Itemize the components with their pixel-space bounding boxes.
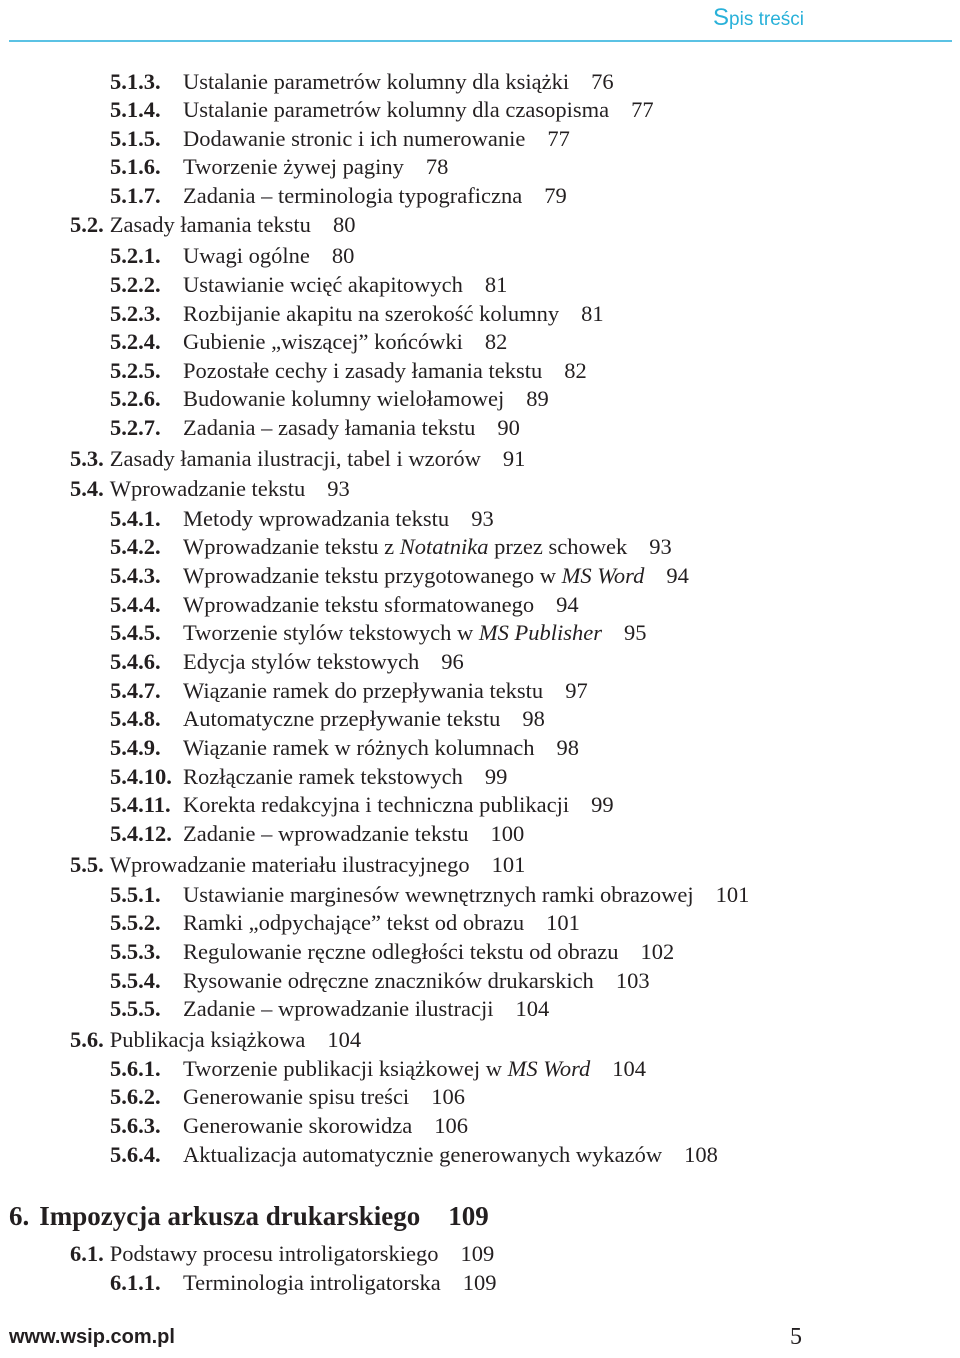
header-initial: S — [713, 4, 730, 31]
toc-entry-title: Publikacja książkowa — [109, 1027, 306, 1052]
toc-entry-title: Zasady łamania ilustracji, tabel i wzorów — [109, 446, 481, 471]
toc-entry-number: 5.4.3. — [110, 563, 161, 588]
toc-entry-title — [183, 620, 602, 645]
toc-entry-title: Wiązanie ramek w różnych kolumnach — [183, 735, 535, 760]
toc-entry[interactable] — [110, 152, 448, 182]
toc-entry-title: Wprowadzanie tekstu sformatowanego — [183, 592, 535, 617]
toc-entry-number: 5.4.9. — [110, 735, 161, 760]
toc-entry[interactable] — [110, 504, 494, 534]
toc-entry-page: 78 — [425, 154, 449, 179]
toc-entry-page: 99 — [484, 764, 508, 789]
toc-entry[interactable] — [110, 270, 507, 300]
toc-entry-page: 101 — [546, 910, 580, 935]
toc-entry[interactable] — [110, 561, 689, 591]
toc-entry-title: Korekta redakcyjna i techniczna publikacji — [183, 792, 570, 817]
toc-entry-number: 5.2. — [70, 212, 104, 237]
toc-entry-number: 5.1.7. — [110, 183, 161, 208]
toc-entry-number: 5.5.2. — [110, 910, 161, 935]
toc-entry-number: 5.4.5. — [110, 620, 161, 645]
toc-entry-page: 81 — [581, 301, 604, 326]
toc-entry-page: 93 — [649, 534, 672, 559]
toc-entry-number: 5.1.4. — [110, 97, 161, 122]
toc-entry-number: 5.5.4. — [110, 968, 161, 993]
toc-entry-page: 106 — [434, 1113, 469, 1138]
toc-entry[interactable] — [110, 95, 654, 125]
toc-entry[interactable] — [110, 966, 650, 996]
toc-entry-number: 5.4.8. — [110, 706, 161, 731]
toc-entry[interactable] — [110, 704, 545, 734]
toc-entry[interactable] — [110, 413, 520, 443]
toc-entry-page: 109 — [462, 1270, 497, 1295]
toc-entry-number: 5.2.1. — [110, 243, 161, 268]
toc-entry[interactable] — [70, 474, 350, 504]
toc-entry-number: 5.4.7. — [110, 678, 161, 703]
toc-entry[interactable] — [70, 1239, 494, 1269]
toc-entry-title: Regulowanie ręczne odległości tekstu od obrazu — [183, 939, 619, 964]
toc-entry-title — [183, 534, 627, 559]
toc-entry[interactable] — [110, 676, 588, 706]
toc-entry[interactable] — [110, 790, 614, 820]
toc-entry[interactable] — [110, 1054, 646, 1084]
toc-entry-title-italic: MS Publisher — [478, 620, 602, 645]
toc-entry-number: 5.3. — [70, 446, 104, 471]
toc-entry[interactable] — [110, 1082, 465, 1112]
toc-entry-page: 94 — [666, 563, 689, 588]
toc-entry-page: 90 — [497, 415, 520, 440]
toc-entry[interactable] — [110, 181, 567, 211]
toc-entry-page: 89 — [526, 386, 549, 411]
toc-entry-title: Ustalanie parametrów kolumny dla czasopisma — [183, 97, 610, 122]
toc-entry-number: 5.2.3. — [110, 301, 161, 326]
toc-entry-page: 101 — [715, 882, 750, 907]
toc-entry-number: 5.4.12. — [110, 821, 172, 846]
toc-entry-page: 104 — [515, 996, 550, 1021]
toc-entry-page: 79 — [544, 183, 567, 208]
toc-entry-page: 109 — [460, 1241, 495, 1266]
toc-entry-page: 101 — [491, 852, 526, 877]
toc-entry[interactable] — [110, 618, 647, 648]
toc-entry-number: 5.2.5. — [110, 358, 161, 383]
toc-entry-number: 5.4.11. — [110, 792, 171, 817]
toc-entry-page: 98 — [556, 735, 579, 760]
toc-entry-title: Rysowanie odręczne znaczników drukarskich — [183, 968, 594, 993]
toc-entry-page: 91 — [502, 446, 526, 471]
toc-entry-title: Zadania – zasady łamania tekstu — [183, 415, 476, 440]
toc-entry-number: 5.1.3. — [110, 69, 161, 94]
toc-entry-number: 5.6.2. — [110, 1084, 161, 1109]
toc-entry-title: Aktualizacja automatycznie generowanych wykazów — [183, 1142, 663, 1167]
toc-entry[interactable] — [110, 1140, 718, 1170]
toc-entry-page: 77 — [547, 126, 570, 151]
toc-entry[interactable] — [110, 762, 507, 792]
toc-entry-number: 5.2.2. — [110, 272, 161, 297]
toc-entry-number: 5.4.4. — [110, 592, 161, 617]
toc-entry-title: Zadanie – wprowadzanie ilustracji — [183, 996, 494, 1021]
toc-entry[interactable] — [110, 819, 524, 849]
toc-entry[interactable] — [110, 994, 549, 1024]
toc-entry-title: Terminologia introligatorska — [183, 1270, 441, 1295]
toc-entry[interactable] — [70, 444, 525, 474]
toc-entry-title: Zadanie – wprowadzanie tekstu — [183, 821, 469, 846]
toc-entry-page: 95 — [624, 620, 647, 645]
toc-entry[interactable] — [110, 733, 579, 763]
toc-entry-page: 82 — [564, 358, 587, 383]
toc-entry[interactable] — [70, 1025, 361, 1055]
toc-entry-page: 93 — [327, 476, 350, 501]
toc-entry-title-part: Tworzenie publikacji książkowej w — [183, 1056, 508, 1081]
toc-entry-page: 108 — [684, 1142, 718, 1167]
toc-entry[interactable] — [110, 384, 549, 414]
toc-entry-page: 77 — [631, 97, 654, 122]
toc-entry-page: 81 — [484, 272, 508, 297]
toc-entry-title: Podstawy procesu introligatorskiego — [109, 1241, 439, 1266]
page-number: 5 — [790, 1324, 802, 1350]
toc-entry-page: 99 — [591, 792, 614, 817]
footer-url[interactable]: www.wsip.com.pl — [9, 1326, 175, 1348]
toc-entry-title: Metody wprowadzania tekstu — [183, 506, 450, 531]
toc-entry-number: 5.2.4. — [110, 329, 161, 354]
toc-entry[interactable] — [110, 356, 587, 386]
toc-entry[interactable] — [110, 908, 580, 938]
toc-entry-title: Generowanie skorowidza — [183, 1113, 413, 1138]
toc-entry[interactable] — [70, 850, 525, 880]
toc-entry-number: 6. — [9, 1201, 30, 1231]
toc-entry[interactable] — [110, 937, 674, 967]
toc-entry-title: Ustawianie marginesów wewnętrznych ramki obrazowej — [183, 882, 694, 907]
toc-entry-number: 6.1.1. — [110, 1270, 161, 1295]
toc-entry-page: 100 — [490, 821, 525, 846]
toc-entry[interactable] — [110, 124, 570, 154]
toc-entry-number: 5.5.1. — [110, 882, 161, 907]
toc-entry-title: Uwagi ogólne — [183, 243, 310, 268]
toc-entry[interactable] — [110, 880, 749, 910]
toc-entry-page: 97 — [565, 678, 588, 703]
toc-entry-number: 5.4.1. — [110, 506, 161, 531]
toc-entry-title: Ramki „odpychające” tekst od obrazu — [183, 910, 525, 935]
toc-entry-page: 94 — [556, 592, 579, 617]
toc-entry-number: 5.1.6. — [110, 154, 161, 179]
toc-entry-number: 5.4.6. — [110, 649, 161, 674]
toc-entry-page: 93 — [471, 506, 494, 531]
toc-entry[interactable] — [70, 210, 355, 240]
toc-entry[interactable] — [9, 1201, 489, 1231]
toc-entry-page: 80 — [331, 243, 355, 268]
toc-entry-number: 5.4.2. — [110, 534, 161, 559]
toc-entry-title: Rozłączanie ramek tekstowych — [183, 764, 463, 789]
toc-entry-title — [183, 1056, 590, 1081]
toc-entry-title: Automatyczne przepływanie tekstu — [183, 706, 501, 731]
toc-entry-number: 5.2.6. — [110, 386, 161, 411]
header-rule — [9, 40, 952, 42]
toc-entry-page: 76 — [591, 69, 614, 94]
toc-entry-title-part: Wprowadzanie tekstu z — [183, 534, 400, 559]
toc-entry-number: 5.2.7. — [110, 415, 161, 440]
toc-entry-title — [183, 563, 644, 588]
toc-entry-title: Zasady łamania tekstu — [109, 212, 311, 237]
toc-entry-title-italic: Notatnika — [399, 534, 489, 559]
toc-entry-title: Tworzenie żywej paginy — [183, 154, 404, 179]
toc-entry-title: Dodawanie stronic i ich numerowanie — [183, 126, 526, 151]
toc-entry-title: Rozbijanie akapitu na szerokość kolumny — [183, 301, 560, 326]
toc-entry-title: Budowanie kolumny wielołamowej — [183, 386, 505, 411]
toc-entry-title-italic: MS Word — [561, 563, 645, 588]
toc-entry-title: Ustalanie parametrów kolumny dla książki — [183, 69, 570, 94]
toc-entry-title: Generowanie spisu treści — [183, 1084, 410, 1109]
toc-entry-number: 5.5. — [70, 852, 104, 877]
toc-entry-page: 106 — [431, 1084, 465, 1109]
toc-entry-page: 104 — [612, 1056, 647, 1081]
running-header — [713, 4, 804, 32]
toc-entry-number: 6.1. — [70, 1241, 104, 1266]
toc-entry-number: 5.4.10. — [110, 764, 172, 789]
toc-entry-title: Gubienie „wiszącej” końcówki — [183, 329, 463, 354]
toc-entry-page: 102 — [640, 939, 675, 964]
toc-entry[interactable] — [110, 1111, 468, 1141]
toc-entry[interactable] — [110, 647, 464, 677]
toc-entry-title: Edycja stylów tekstowych — [183, 649, 420, 674]
toc-entry-page: 104 — [327, 1027, 362, 1052]
toc-entry-title: Ustawianie wcięć akapitowych — [183, 272, 463, 297]
toc-entry[interactable] — [110, 1268, 497, 1298]
toc-entry-title: Impozycja arkusza drukarskiego — [39, 1201, 421, 1231]
toc-entry-title-part: Wprowadzanie tekstu przygotowanego w — [183, 563, 562, 588]
toc-entry-title: Pozostałe cechy i zasady łamania tekstu — [183, 358, 543, 383]
toc-entry[interactable] — [110, 67, 614, 97]
toc-entry-page: 98 — [522, 706, 545, 731]
toc-entry-number: 5.5.5. — [110, 996, 161, 1021]
toc-entry-title-part: przez schowek — [488, 534, 628, 559]
toc-entry-number: 5.6. — [70, 1027, 104, 1052]
toc-entry-number: 5.1.5. — [110, 126, 161, 151]
toc-entry-page: 82 — [484, 329, 508, 354]
toc-entry-title: Wprowadzanie materiału ilustracyjnego — [109, 852, 470, 877]
toc-entry-page: 96 — [441, 649, 464, 674]
toc-entry[interactable] — [110, 532, 672, 562]
toc-entry[interactable] — [110, 590, 579, 620]
header-rest: pis treści — [729, 9, 804, 30]
toc-entry-page: 80 — [332, 212, 356, 237]
toc-entry[interactable] — [110, 327, 507, 357]
toc-entry-number: 5.6.3. — [110, 1113, 161, 1138]
toc-entry-number: 5.6.4. — [110, 1142, 161, 1167]
toc-entry-number: 5.5.3. — [110, 939, 161, 964]
toc-entry-title-italic: MS Word — [507, 1056, 591, 1081]
toc-entry-title: Zadania – terminologia typograficzna — [183, 183, 523, 208]
toc-entry-number: 5.4. — [70, 476, 104, 501]
toc-entry-title: Wprowadzanie tekstu — [109, 476, 306, 501]
toc-entry-title-part: Tworzenie stylów tekstowych w — [183, 620, 479, 645]
toc-entry-page: 109 — [448, 1201, 489, 1231]
toc-entry-number: 5.6.1. — [110, 1056, 161, 1081]
toc-entry-title: Wiązanie ramek do przepływania tekstu — [183, 678, 544, 703]
toc-entry[interactable] — [110, 299, 604, 329]
toc-entry[interactable] — [110, 241, 354, 271]
toc-entry-page: 103 — [615, 968, 650, 993]
